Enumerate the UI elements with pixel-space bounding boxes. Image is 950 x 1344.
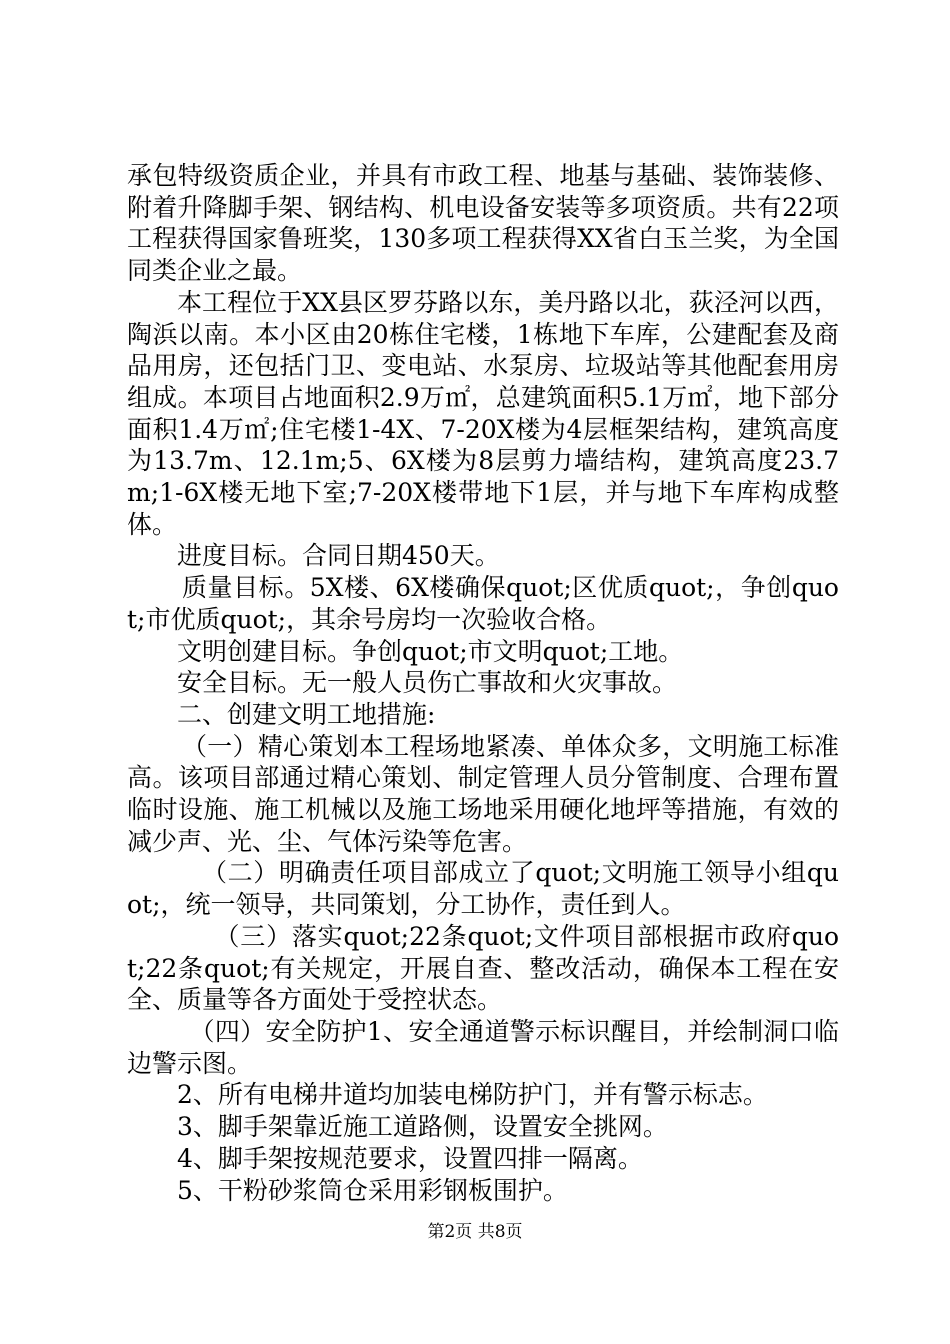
paragraph-measure-implementation: （三）落实quot;22条quot;文件项目部根据市政府quot;22条quot;有关规定，开展自查、整改活动，确保本工程在安全、质量等各方面处于受控状态。 [127, 921, 839, 1015]
page-footer: 第2页 共8页 [427, 1222, 523, 1242]
paragraph-schedule-goal: 进度目标。合同日期450天。 [177, 541, 500, 571]
document-body [127, 160, 839, 1206]
paragraph-safety-goal: 安全目标。无一般人员伤亡事故和火灾事故。 [177, 668, 678, 698]
paragraph-item-silo: 5、干粉砂浆筒仓采用彩钢板围护。 [177, 1175, 568, 1205]
paragraph-quality-goal: 质量目标。5X楼、6X楼确保quot;区优质quot;，争创quot;市优质quot;，其余号房均一次验收合格。 [127, 573, 839, 634]
paragraph-measure-safety: （四）安全防护1、安全通道警示标识醒目，并绘制洞口临边警示图。 [127, 1016, 839, 1078]
paragraph-item-scaffold-isolation: 4、脚手架按规范要求，设置四排一隔离。 [177, 1143, 643, 1173]
section-heading-measures: 二、创建文明工地措施: [177, 699, 436, 729]
paragraph-measure-responsibility: （二）明确责任项目部成立了quot;文明施工领导小组quot;，统一领导，共同策划，分工协作，责任到人。 [127, 858, 839, 920]
paragraph-item-elevator: 2、所有电梯井道均加装电梯防护门，并有警示标志。 [177, 1080, 768, 1110]
paragraph-measure-planning: （一）精心策划本工程场地紧凑、单体众多，文明施工标准高。该项目部通过精心策划、制定管理人员分管制度、合理布置临时设施、施工机械以及施工场地采用硬化地坪等措施，有效的减少声、光、尘、气体污染等危害。 [127, 731, 839, 856]
paragraph-civilization-goal: 文明创建目标。争创quot;市文明quot;工地。 [177, 636, 684, 666]
paragraph-project-overview: 本工程位于XX县区罗芬路以东，美丹路以北，荻泾河以西，陶浜以南。本小区由20栋住宅楼，1栋地下车库，公建配套及商品用房，还包括门卫、变电站、水泵房、垃圾站等其他配套用房组成。本项目占地面积2.9万㎡，总建筑面积5.1万㎡，地下部分面积1.4万㎡;住宅楼1-4X、7-20X楼为4层框架结构，建筑高度为13.7m、12.1m;5、6X楼为8层剪力墙结构，建筑高度23.7m;1-6X楼无地下室;7-20X楼带地下1层，并与地下车库构成整体。 [127, 287, 839, 539]
paragraph-company-intro: 承包特级资质企业，并具有市政工程、地基与基础、装饰装修、附着升降脚手架、钢结构、机电设备安装等多项资质。共有22项工程获得国家鲁班奖，130多项工程获得XX省白玉兰奖，为全国同类企业之最。 [127, 161, 839, 286]
paragraph-item-scaffold-net: 3、脚手架靠近施工道路侧，设置安全挑网。 [177, 1112, 668, 1142]
